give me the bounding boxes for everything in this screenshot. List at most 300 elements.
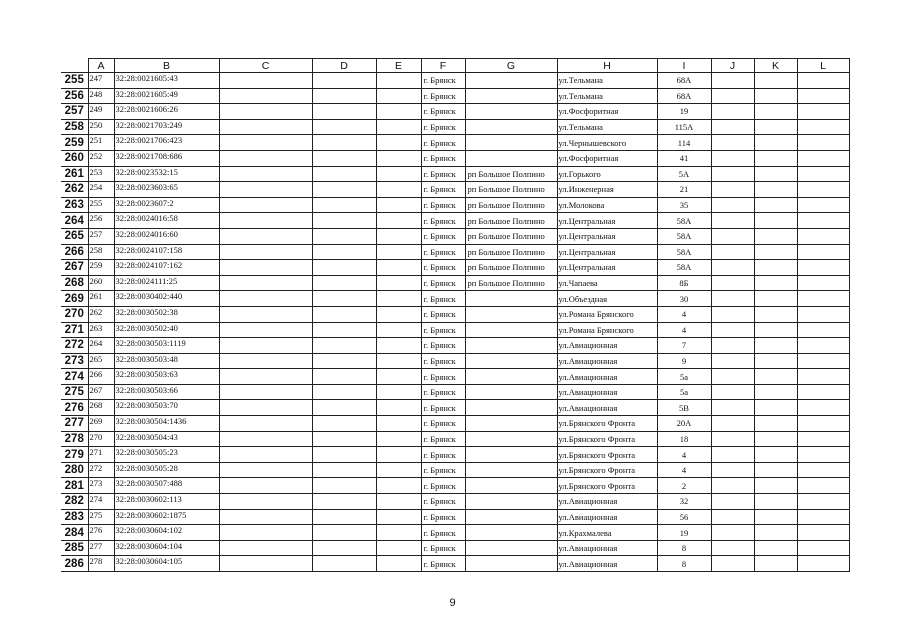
cell-j[interactable]: [711, 197, 754, 213]
cell-h[interactable]: ул.Горького: [557, 166, 657, 182]
cell-c[interactable]: [219, 228, 312, 244]
cell-c[interactable]: [219, 478, 312, 494]
cell-i[interactable]: 19: [657, 525, 711, 541]
cell-e[interactable]: [376, 353, 421, 369]
cell-a[interactable]: 250: [88, 119, 114, 135]
cell-d[interactable]: [312, 353, 376, 369]
cell-e[interactable]: [376, 494, 421, 510]
cell-i[interactable]: 115А: [657, 119, 711, 135]
cell-i[interactable]: 9: [657, 353, 711, 369]
cell-f[interactable]: г. Брянск: [421, 338, 465, 354]
cell-j[interactable]: [711, 494, 754, 510]
cell-k[interactable]: [754, 540, 797, 556]
cell-f[interactable]: г. Брянск: [421, 478, 465, 494]
cell-l[interactable]: [797, 322, 849, 338]
cell-b[interactable]: 32:28:0024107:162: [114, 260, 219, 276]
cell-f[interactable]: г. Брянск: [421, 104, 465, 120]
cell-h[interactable]: ул.Брянского Фронта: [557, 431, 657, 447]
row-number[interactable]: 270: [61, 306, 88, 322]
cell-b[interactable]: 32:28:0030503:66: [114, 384, 219, 400]
cell-e[interactable]: [376, 135, 421, 151]
cell-f[interactable]: г. Брянск: [421, 353, 465, 369]
cell-a[interactable]: 269: [88, 416, 114, 432]
cell-k[interactable]: [754, 462, 797, 478]
cell-c[interactable]: [219, 73, 312, 89]
cell-c[interactable]: [219, 369, 312, 385]
row-number[interactable]: 282: [61, 494, 88, 510]
cell-i[interactable]: 8: [657, 540, 711, 556]
cell-j[interactable]: [711, 416, 754, 432]
cell-g[interactable]: [465, 73, 557, 89]
cell-i[interactable]: 19: [657, 104, 711, 120]
cell-g[interactable]: [465, 88, 557, 104]
cell-d[interactable]: [312, 540, 376, 556]
cell-k[interactable]: [754, 182, 797, 198]
cell-j[interactable]: [711, 275, 754, 291]
cell-g[interactable]: [465, 369, 557, 385]
cell-l[interactable]: [797, 509, 849, 525]
cell-j[interactable]: [711, 322, 754, 338]
cell-k[interactable]: [754, 275, 797, 291]
cell-e[interactable]: [376, 306, 421, 322]
cell-f[interactable]: г. Брянск: [421, 135, 465, 151]
cell-g[interactable]: [465, 353, 557, 369]
cell-f[interactable]: г. Брянск: [421, 447, 465, 463]
cell-d[interactable]: [312, 509, 376, 525]
cell-k[interactable]: [754, 556, 797, 572]
cell-a[interactable]: 267: [88, 384, 114, 400]
cell-a[interactable]: 253: [88, 166, 114, 182]
cell-f[interactable]: г. Брянск: [421, 509, 465, 525]
cell-e[interactable]: [376, 462, 421, 478]
cell-d[interactable]: [312, 416, 376, 432]
cell-l[interactable]: [797, 462, 849, 478]
cell-d[interactable]: [312, 244, 376, 260]
cell-e[interactable]: [376, 291, 421, 307]
cell-f[interactable]: г. Брянск: [421, 182, 465, 198]
cell-h[interactable]: ул.Центральная: [557, 213, 657, 229]
cell-e[interactable]: [376, 150, 421, 166]
corner-cell[interactable]: [61, 59, 88, 73]
cell-i[interactable]: 56: [657, 509, 711, 525]
cell-i[interactable]: 68А: [657, 73, 711, 89]
cell-a[interactable]: 266: [88, 369, 114, 385]
cell-g[interactable]: [465, 104, 557, 120]
row-number[interactable]: 273: [61, 353, 88, 369]
cell-f[interactable]: г. Брянск: [421, 275, 465, 291]
cell-i[interactable]: 30: [657, 291, 711, 307]
cell-g[interactable]: [465, 384, 557, 400]
cell-e[interactable]: [376, 275, 421, 291]
cell-d[interactable]: [312, 431, 376, 447]
cell-h[interactable]: ул.Объездная: [557, 291, 657, 307]
cell-k[interactable]: [754, 88, 797, 104]
cell-l[interactable]: [797, 369, 849, 385]
column-header-a[interactable]: A: [88, 59, 114, 73]
cell-a[interactable]: 254: [88, 182, 114, 198]
cell-e[interactable]: [376, 400, 421, 416]
cell-g[interactable]: [465, 416, 557, 432]
cell-f[interactable]: г. Брянск: [421, 197, 465, 213]
cell-b[interactable]: 32:28:0030402:440: [114, 291, 219, 307]
row-number[interactable]: 275: [61, 384, 88, 400]
row-number[interactable]: 260: [61, 150, 88, 166]
cell-d[interactable]: [312, 462, 376, 478]
row-number[interactable]: 259: [61, 135, 88, 151]
cell-c[interactable]: [219, 322, 312, 338]
cell-f[interactable]: г. Брянск: [421, 322, 465, 338]
cell-h[interactable]: ул.Авиационная: [557, 369, 657, 385]
cell-b[interactable]: 32:28:0021605:43: [114, 73, 219, 89]
cell-i[interactable]: 58А: [657, 260, 711, 276]
cell-i[interactable]: 4: [657, 447, 711, 463]
cell-g[interactable]: [465, 478, 557, 494]
cell-j[interactable]: [711, 228, 754, 244]
cell-i[interactable]: 4: [657, 306, 711, 322]
cell-g[interactable]: [465, 494, 557, 510]
cell-j[interactable]: [711, 447, 754, 463]
cell-f[interactable]: г. Брянск: [421, 369, 465, 385]
cell-h[interactable]: ул.Авиационная: [557, 338, 657, 354]
cell-h[interactable]: ул.Фосфоритная: [557, 104, 657, 120]
cell-j[interactable]: [711, 540, 754, 556]
cell-k[interactable]: [754, 73, 797, 89]
cell-k[interactable]: [754, 478, 797, 494]
cell-f[interactable]: г. Брянск: [421, 119, 465, 135]
cell-k[interactable]: [754, 338, 797, 354]
cell-k[interactable]: [754, 291, 797, 307]
cell-c[interactable]: [219, 416, 312, 432]
cell-e[interactable]: [376, 197, 421, 213]
cell-j[interactable]: [711, 384, 754, 400]
cell-b[interactable]: 32:28:0024111:25: [114, 275, 219, 291]
cell-l[interactable]: [797, 275, 849, 291]
cell-e[interactable]: [376, 478, 421, 494]
cell-j[interactable]: [711, 431, 754, 447]
column-header-c[interactable]: C: [219, 59, 312, 73]
cell-d[interactable]: [312, 197, 376, 213]
cell-b[interactable]: 32:28:0023607:2: [114, 197, 219, 213]
cell-a[interactable]: 251: [88, 135, 114, 151]
cell-d[interactable]: [312, 338, 376, 354]
cell-a[interactable]: 275: [88, 509, 114, 525]
row-number[interactable]: 266: [61, 244, 88, 260]
cell-l[interactable]: [797, 525, 849, 541]
cell-f[interactable]: г. Брянск: [421, 291, 465, 307]
cell-c[interactable]: [219, 150, 312, 166]
cell-a[interactable]: 258: [88, 244, 114, 260]
cell-c[interactable]: [219, 556, 312, 572]
cell-l[interactable]: [797, 166, 849, 182]
cell-b[interactable]: 32:28:0030604:104: [114, 540, 219, 556]
cell-g[interactable]: рп Большое Полпино: [465, 228, 557, 244]
cell-a[interactable]: 260: [88, 275, 114, 291]
cell-f[interactable]: г. Брянск: [421, 400, 465, 416]
row-number[interactable]: 264: [61, 213, 88, 229]
cell-b[interactable]: 32:28:0021703:249: [114, 119, 219, 135]
cell-f[interactable]: г. Брянск: [421, 494, 465, 510]
cell-l[interactable]: [797, 182, 849, 198]
cell-f[interactable]: г. Брянск: [421, 244, 465, 260]
cell-b[interactable]: 32:28:0030505:28: [114, 462, 219, 478]
cell-d[interactable]: [312, 260, 376, 276]
row-number[interactable]: 277: [61, 416, 88, 432]
cell-g[interactable]: [465, 291, 557, 307]
cell-g[interactable]: рп Большое Полпино: [465, 197, 557, 213]
cell-j[interactable]: [711, 306, 754, 322]
cell-h[interactable]: ул.Центральная: [557, 260, 657, 276]
cell-e[interactable]: [376, 384, 421, 400]
cell-b[interactable]: 32:28:0030507:488: [114, 478, 219, 494]
cell-l[interactable]: [797, 353, 849, 369]
cell-i[interactable]: 114: [657, 135, 711, 151]
cell-c[interactable]: [219, 291, 312, 307]
row-number[interactable]: 281: [61, 478, 88, 494]
cell-d[interactable]: [312, 322, 376, 338]
cell-g[interactable]: [465, 462, 557, 478]
cell-i[interactable]: 5а: [657, 369, 711, 385]
cell-i[interactable]: 2: [657, 478, 711, 494]
cell-b[interactable]: 32:28:0030503:1119: [114, 338, 219, 354]
cell-l[interactable]: [797, 260, 849, 276]
row-number[interactable]: 279: [61, 447, 88, 463]
cell-c[interactable]: [219, 400, 312, 416]
cell-c[interactable]: [219, 540, 312, 556]
cell-b[interactable]: 32:28:0030503:48: [114, 353, 219, 369]
row-number[interactable]: 283: [61, 509, 88, 525]
cell-l[interactable]: [797, 400, 849, 416]
cell-j[interactable]: [711, 135, 754, 151]
cell-j[interactable]: [711, 213, 754, 229]
cell-d[interactable]: [312, 447, 376, 463]
cell-d[interactable]: [312, 228, 376, 244]
cell-l[interactable]: [797, 213, 849, 229]
cell-b[interactable]: 32:28:0030504:43: [114, 431, 219, 447]
cell-d[interactable]: [312, 525, 376, 541]
cell-e[interactable]: [376, 416, 421, 432]
cell-l[interactable]: [797, 73, 849, 89]
cell-h[interactable]: ул.Молокова: [557, 197, 657, 213]
cell-j[interactable]: [711, 509, 754, 525]
cell-b[interactable]: 32:28:0024016:58: [114, 213, 219, 229]
cell-k[interactable]: [754, 166, 797, 182]
cell-k[interactable]: [754, 119, 797, 135]
cell-k[interactable]: [754, 369, 797, 385]
cell-d[interactable]: [312, 384, 376, 400]
cell-d[interactable]: [312, 556, 376, 572]
cell-h[interactable]: ул.Фосфоритная: [557, 150, 657, 166]
row-number[interactable]: 276: [61, 400, 88, 416]
column-header-e[interactable]: E: [376, 59, 421, 73]
cell-k[interactable]: [754, 447, 797, 463]
cell-i[interactable]: 8Б: [657, 275, 711, 291]
cell-g[interactable]: [465, 556, 557, 572]
cell-b[interactable]: 32:28:0030503:70: [114, 400, 219, 416]
cell-j[interactable]: [711, 462, 754, 478]
cell-d[interactable]: [312, 400, 376, 416]
cell-e[interactable]: [376, 213, 421, 229]
column-header-d[interactable]: D: [312, 59, 376, 73]
cell-h[interactable]: ул.Брянского Фронта: [557, 416, 657, 432]
cell-h[interactable]: ул.Чернышевского: [557, 135, 657, 151]
cell-d[interactable]: [312, 182, 376, 198]
cell-l[interactable]: [797, 88, 849, 104]
cell-d[interactable]: [312, 166, 376, 182]
cell-g[interactable]: рп Большое Полпино: [465, 244, 557, 260]
cell-d[interactable]: [312, 306, 376, 322]
cell-i[interactable]: 20А: [657, 416, 711, 432]
cell-h[interactable]: ул.Центральная: [557, 228, 657, 244]
cell-h[interactable]: ул.Авиационная: [557, 494, 657, 510]
cell-k[interactable]: [754, 197, 797, 213]
cell-l[interactable]: [797, 135, 849, 151]
cell-f[interactable]: г. Брянск: [421, 556, 465, 572]
cell-f[interactable]: г. Брянск: [421, 260, 465, 276]
cell-d[interactable]: [312, 150, 376, 166]
cell-g[interactable]: [465, 400, 557, 416]
cell-g[interactable]: рп Большое Полпино: [465, 213, 557, 229]
cell-b[interactable]: 32:28:0021706:423: [114, 135, 219, 151]
row-number[interactable]: 267: [61, 260, 88, 276]
cell-e[interactable]: [376, 228, 421, 244]
row-number[interactable]: 258: [61, 119, 88, 135]
cell-j[interactable]: [711, 556, 754, 572]
cell-c[interactable]: [219, 509, 312, 525]
cell-c[interactable]: [219, 104, 312, 120]
cell-b[interactable]: 32:28:0021606:26: [114, 104, 219, 120]
cell-f[interactable]: г. Брянск: [421, 540, 465, 556]
cell-b[interactable]: 32:28:0030503:63: [114, 369, 219, 385]
cell-g[interactable]: [465, 338, 557, 354]
cell-l[interactable]: [797, 306, 849, 322]
cell-f[interactable]: г. Брянск: [421, 306, 465, 322]
cell-b[interactable]: 32:28:0030505:23: [114, 447, 219, 463]
cell-e[interactable]: [376, 322, 421, 338]
cell-h[interactable]: ул.Брянского Фронта: [557, 462, 657, 478]
cell-k[interactable]: [754, 525, 797, 541]
cell-k[interactable]: [754, 306, 797, 322]
cell-i[interactable]: 8: [657, 556, 711, 572]
cell-k[interactable]: [754, 509, 797, 525]
cell-h[interactable]: ул.Тельмана: [557, 88, 657, 104]
row-number[interactable]: 262: [61, 182, 88, 198]
cell-f[interactable]: г. Брянск: [421, 166, 465, 182]
cell-g[interactable]: [465, 322, 557, 338]
cell-b[interactable]: 32:28:0030502:38: [114, 306, 219, 322]
cell-e[interactable]: [376, 338, 421, 354]
cell-a[interactable]: 257: [88, 228, 114, 244]
row-number[interactable]: 261: [61, 166, 88, 182]
cell-d[interactable]: [312, 291, 376, 307]
cell-b[interactable]: 32:28:0030604:102: [114, 525, 219, 541]
cell-e[interactable]: [376, 556, 421, 572]
cell-k[interactable]: [754, 150, 797, 166]
cell-e[interactable]: [376, 104, 421, 120]
cell-f[interactable]: г. Брянск: [421, 228, 465, 244]
cell-b[interactable]: 32:28:0030604:105: [114, 556, 219, 572]
cell-i[interactable]: 41: [657, 150, 711, 166]
cell-a[interactable]: 256: [88, 213, 114, 229]
cell-i[interactable]: 18: [657, 431, 711, 447]
cell-a[interactable]: 248: [88, 88, 114, 104]
cell-d[interactable]: [312, 104, 376, 120]
cell-a[interactable]: 264: [88, 338, 114, 354]
cell-d[interactable]: [312, 88, 376, 104]
cell-c[interactable]: [219, 119, 312, 135]
cell-h[interactable]: ул.Романа Брянского: [557, 306, 657, 322]
cell-f[interactable]: г. Брянск: [421, 416, 465, 432]
cell-b[interactable]: 32:28:0030602:1875: [114, 509, 219, 525]
cell-b[interactable]: 32:28:0021605:49: [114, 88, 219, 104]
cell-h[interactable]: ул.Авиационная: [557, 509, 657, 525]
cell-e[interactable]: [376, 244, 421, 260]
cell-b[interactable]: 32:28:0030504:1436: [114, 416, 219, 432]
cell-j[interactable]: [711, 104, 754, 120]
cell-a[interactable]: 252: [88, 150, 114, 166]
cell-l[interactable]: [797, 478, 849, 494]
cell-d[interactable]: [312, 369, 376, 385]
cell-i[interactable]: 4: [657, 322, 711, 338]
cell-c[interactable]: [219, 494, 312, 510]
cell-g[interactable]: [465, 306, 557, 322]
row-number[interactable]: 269: [61, 291, 88, 307]
cell-a[interactable]: 247: [88, 73, 114, 89]
cell-e[interactable]: [376, 431, 421, 447]
cell-e[interactable]: [376, 369, 421, 385]
cell-e[interactable]: [376, 166, 421, 182]
cell-c[interactable]: [219, 431, 312, 447]
cell-j[interactable]: [711, 400, 754, 416]
cell-j[interactable]: [711, 150, 754, 166]
cell-g[interactable]: [465, 540, 557, 556]
cell-a[interactable]: 255: [88, 197, 114, 213]
cell-i[interactable]: 5а: [657, 384, 711, 400]
cell-a[interactable]: 259: [88, 260, 114, 276]
cell-h[interactable]: ул.Чапаева: [557, 275, 657, 291]
cell-j[interactable]: [711, 73, 754, 89]
cell-a[interactable]: 277: [88, 540, 114, 556]
cell-f[interactable]: г. Брянск: [421, 213, 465, 229]
cell-e[interactable]: [376, 447, 421, 463]
column-header-j[interactable]: J: [711, 59, 754, 73]
cell-i[interactable]: 68А: [657, 88, 711, 104]
row-number[interactable]: 271: [61, 322, 88, 338]
cell-h[interactable]: ул.Авиационная: [557, 353, 657, 369]
cell-j[interactable]: [711, 88, 754, 104]
cell-c[interactable]: [219, 166, 312, 182]
cell-c[interactable]: [219, 353, 312, 369]
cell-e[interactable]: [376, 73, 421, 89]
cell-a[interactable]: 270: [88, 431, 114, 447]
cell-f[interactable]: г. Брянск: [421, 150, 465, 166]
cell-c[interactable]: [219, 244, 312, 260]
cell-k[interactable]: [754, 104, 797, 120]
column-header-f[interactable]: F: [421, 59, 465, 73]
cell-a[interactable]: 249: [88, 104, 114, 120]
cell-h[interactable]: ул.Авиационная: [557, 556, 657, 572]
cell-a[interactable]: 263: [88, 322, 114, 338]
column-header-k[interactable]: K: [754, 59, 797, 73]
cell-e[interactable]: [376, 88, 421, 104]
cell-b[interactable]: 32:28:0030602:113: [114, 494, 219, 510]
row-number[interactable]: 285: [61, 540, 88, 556]
row-number[interactable]: 284: [61, 525, 88, 541]
cell-a[interactable]: 261: [88, 291, 114, 307]
cell-c[interactable]: [219, 384, 312, 400]
cell-e[interactable]: [376, 509, 421, 525]
cell-k[interactable]: [754, 400, 797, 416]
cell-k[interactable]: [754, 416, 797, 432]
